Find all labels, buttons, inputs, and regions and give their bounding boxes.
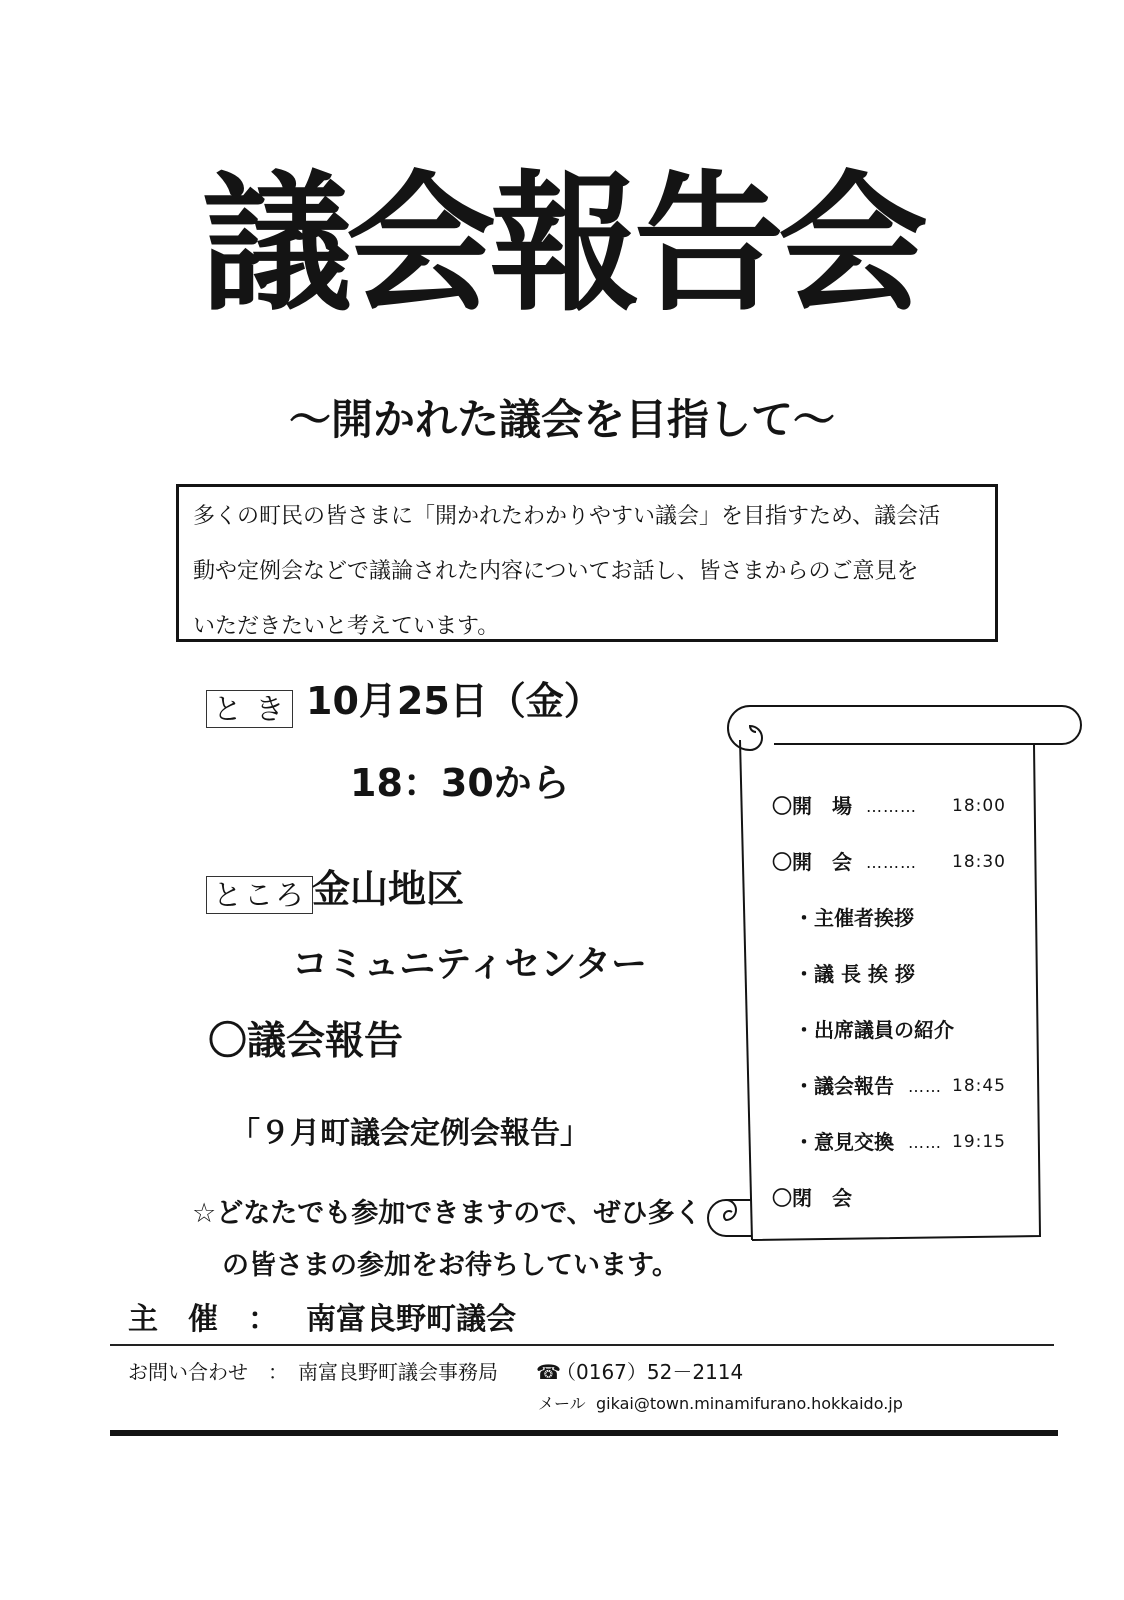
where-label: ところ bbox=[206, 876, 313, 914]
divider-thin bbox=[110, 1344, 1054, 1346]
report-sub: 「９月町議会定例会報告」 bbox=[230, 1116, 590, 1151]
when-label: と き bbox=[206, 690, 293, 728]
schedule-open-meeting-time: 18:30 bbox=[952, 852, 1006, 872]
note-line-2: の皆さまの参加をお待ちしています。 bbox=[222, 1250, 679, 1281]
organizer-label: 主 催 ： bbox=[128, 1302, 278, 1337]
page-title: 議会報告会 bbox=[201, 158, 922, 332]
schedule-report: ・議会報告 bbox=[794, 1074, 894, 1098]
schedule-exchange: ・意見交換 bbox=[794, 1130, 894, 1154]
schedule-chair-greeting: ・議 長 挨 拶 bbox=[794, 962, 915, 986]
contact-phone: （0167）52－2114 bbox=[556, 1360, 744, 1384]
schedule-dots-4: …… bbox=[908, 1133, 942, 1152]
event-date: 10月25日（金） bbox=[306, 679, 602, 723]
schedule-open-venue: 〇開 場 bbox=[772, 794, 852, 818]
divider-thick bbox=[110, 1430, 1058, 1436]
venue-line-2: コミュニティセンター bbox=[292, 944, 647, 985]
schedule-open-meeting: 〇開 会 bbox=[772, 850, 852, 874]
venue-line-1: 金山地区 bbox=[312, 867, 465, 911]
intro-box bbox=[176, 484, 998, 642]
page-subtitle: ～開かれた議会を目指して～ bbox=[288, 395, 835, 444]
intro-line-1: 多くの町民の皆さまに「開かれたわかりやすい議会」を目指すため、議会活 bbox=[193, 504, 941, 529]
event-time: 18：30から bbox=[350, 761, 570, 805]
schedule-dots-3: …… bbox=[908, 1077, 942, 1096]
note-line-1: ☆どなたでも参加できますので、ぜひ多く bbox=[192, 1198, 702, 1229]
intro-line-3: いただきたいと考えています。 bbox=[193, 614, 500, 639]
organizer-name: 南富良野町議会 bbox=[306, 1302, 516, 1337]
schedule-close: 〇閉 会 bbox=[772, 1186, 852, 1210]
schedule-open-venue-time: 18:00 bbox=[952, 796, 1006, 816]
intro-line-2: 動や定例会などで議論された内容についてお話し、皆さまからのご意見を bbox=[193, 559, 919, 584]
report-heading: 〇議会報告 bbox=[208, 1019, 404, 1064]
schedule-organizer-greeting: ・主催者挨拶 bbox=[794, 906, 914, 930]
schedule-dots-1: ……… bbox=[866, 797, 917, 816]
contact-label: お問い合わせ ： 南富良野町議会事務局 bbox=[128, 1360, 498, 1384]
schedule-dots-2: ……… bbox=[866, 853, 917, 872]
phone-icon: ☎ bbox=[536, 1360, 561, 1384]
contact-mail[interactable]: gikai@town.minamifurano.hokkaido.jp bbox=[596, 1394, 903, 1413]
mail-label: メール bbox=[538, 1394, 586, 1413]
schedule-member-intro: ・出席議員の紹介 bbox=[794, 1018, 954, 1042]
schedule-exchange-time: 19:15 bbox=[952, 1132, 1006, 1152]
schedule-report-time: 18:45 bbox=[952, 1076, 1006, 1096]
